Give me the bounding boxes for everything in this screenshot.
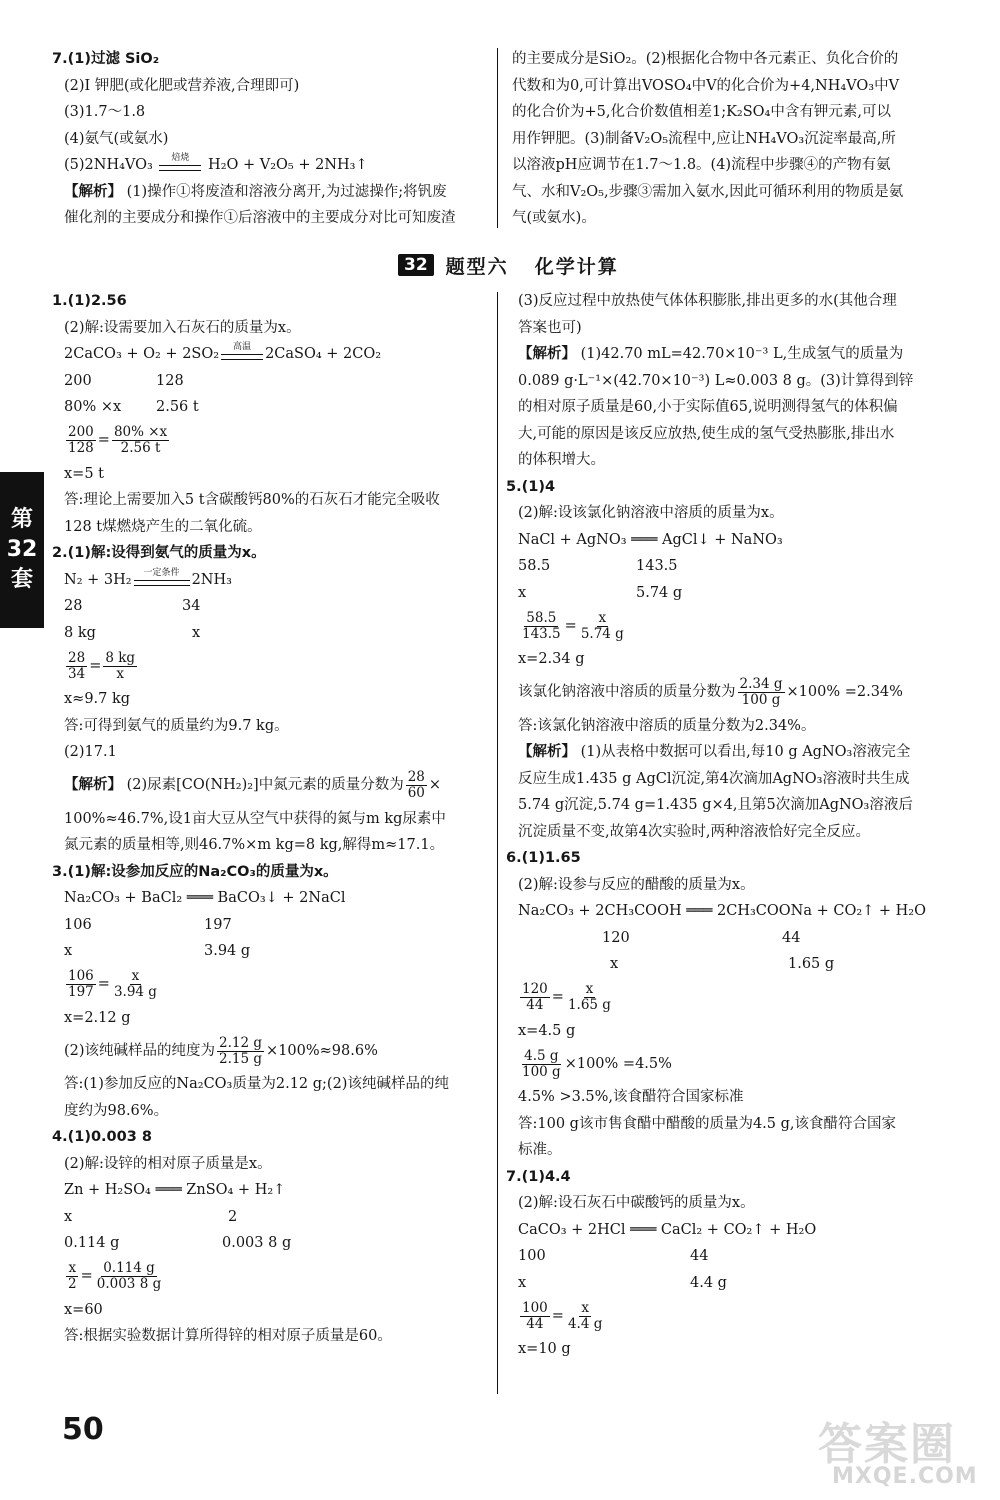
- q6-solution-intro: (2)解:设参与反应的醋酸的质量为x。: [518, 876, 755, 893]
- analysis-7-cont-3: 的化合价为+5,化合价数值相差1;K₂SO₄中含有钾元素,可以: [512, 104, 891, 120]
- q4-equation: Zn + H₂SO₄ ═══ ZnSO₄ + H₂↑: [64, 1182, 286, 1198]
- section-header: [398, 251, 619, 279]
- q6-compare: 4.5% >3.5%,该食醋符合国家标准: [518, 1089, 744, 1105]
- q4-analysis-5: 的体积增大。: [518, 452, 605, 468]
- q5-line: 5.(1)4: [506, 478, 556, 495]
- q7-ratio-row: 100 44: [518, 1248, 709, 1264]
- q4-answer: 答:根据实验数据计算所得锌的相对原子质量是60。: [64, 1328, 392, 1344]
- watermark-logo: 答案圈 MXQE.COM: [818, 1419, 978, 1489]
- section-title: 化学计算: [534, 255, 619, 278]
- q2-result: x≈9.7 kg: [64, 691, 131, 707]
- answer-7-line-4: (4)氨气(或氨水): [64, 130, 169, 147]
- answer-7-line-1: 7.(1)过滤 SiO₂: [52, 51, 160, 67]
- q5-analysis-2: 反应生成1.435 g AgCl沉淀,第4次滴加AgNO₃溶液时共生成: [518, 770, 910, 787]
- q3-line: 3.(1)解:设参加反应的Na₂CO₃的质量为x。: [52, 863, 338, 880]
- right-main-column: [506, 288, 952, 1363]
- q1-answer-2: 128 t煤燃烧产生的二氧化硫。: [64, 518, 262, 535]
- q4-part-3-2: 答案也可): [518, 319, 582, 336]
- top-left-column: [52, 46, 490, 232]
- q4-analysis-3: 的相对原子质量是60,小于实际值65,说明测得氢气的体积偏: [518, 399, 898, 415]
- q2-proportion: $\frac{28}{34}$ = $\frac{8 kg}{x}$: [68, 649, 136, 682]
- main-column-divider: [497, 292, 498, 1394]
- analysis-7-line-1: 【解析】 (1)操作①将废渣和溶液分离开,为过滤操作;将钒废: [64, 183, 447, 200]
- q7-solution-intro: (2)解:设石灰石中碳酸钙的质量为x。: [518, 1195, 755, 1211]
- q4-ratio-row: x 2: [64, 1208, 238, 1225]
- q6-ratio-row: 120 44: [602, 929, 801, 946]
- q2-part-2: (2)17.1: [64, 744, 117, 760]
- q4-part-3-1: (3)反应过程中放热使气体体积膨胀,排出更多的水(其他合理: [518, 293, 897, 309]
- q2-line: 2.(1)解:设得到氨气的质量为x。: [52, 545, 266, 561]
- q5-ratio-row: 58.5 143.5: [518, 558, 678, 574]
- analysis-7-cont-7: 气(或氨水)。: [512, 210, 596, 226]
- q2-equation: N₂ + 3H₂ 一定条件 2NH₃: [64, 567, 232, 588]
- q2-ratio-row: 28 34: [64, 598, 201, 614]
- section-number-badge: 32: [398, 254, 434, 276]
- top-column-divider: [497, 48, 498, 228]
- q4-quantity-row: 0.114 g 0.003 8 g: [64, 1235, 292, 1251]
- analysis-7-cont-4: 用作钾肥。(3)制备V₂O₅流程中,应让NH₄VO₃沉淀率最高,所: [512, 130, 896, 147]
- analysis-7-line-2: 催化剂的主要成分和操作①后溶液中的主要成分对比可知废渣: [64, 210, 456, 226]
- q6-line: 6.(1)1.65: [506, 850, 581, 866]
- analysis-7-cont-5: 以溶液pH应调节在1.7～1.8。(4)流程中步骤④的产物有氨: [512, 157, 891, 173]
- answer-7-line-3: (3)1.7～1.8: [64, 104, 146, 120]
- q4-line: 4.(1)0.003 8: [52, 1129, 152, 1145]
- q1-ratio-row: 200 128: [64, 372, 184, 389]
- q3-result: x=2.12 g: [64, 1009, 131, 1026]
- q3-answer-2: 度约为98.6%。: [64, 1102, 169, 1119]
- q2-analysis-3: 氮元素的质量相等,则46.7%×m kg=8 kg,解得m≈17.1。: [64, 837, 445, 853]
- q2-analysis-2: 100%≈46.7%,设1亩大豆从空气中获得的氮与m kg尿素中: [64, 810, 446, 827]
- q6-answer-2: 标准。: [518, 1142, 562, 1158]
- analysis-7-cont-1: 的主要成分是SiO₂。(2)根据化合物中各元素正、负化合价的: [512, 51, 899, 67]
- q1-quantity-row: 80% ×x 2.56 t: [64, 399, 199, 415]
- q6-equation: Na₂CO₃ + 2CH₃COOH ═══ 2CH₃COONa + CO₂↑ + H₂O: [518, 903, 927, 919]
- q7-proportion: $\frac{100}{44}$ = $\frac{x}{4.4 g}$: [522, 1299, 603, 1332]
- q6-answer-1: 答:100 g该市售食醋中醋酸的质量为4.5 g,该食醋符合国家: [518, 1115, 897, 1132]
- q5-proportion: $\frac{58.5}{143.5}$ = $\frac{x}{5.74 g}$: [522, 609, 624, 642]
- page-number: 50: [62, 1412, 104, 1447]
- q6-result: x=4.5 g: [518, 1022, 576, 1039]
- q3-purity: (2)该纯碱样品的纯度为 $\frac{2.12 g}{2.15 g}$ ×100%≈98.6%: [64, 1034, 378, 1067]
- q7-result: x=10 g: [518, 1341, 571, 1357]
- q6-quantity-row: x 1.65 g: [610, 956, 835, 972]
- q5-analysis-3: 5.74 g沉淀,5.74 g=1.435 g×4,且第5次滴加AgNO₃溶液后: [518, 797, 913, 813]
- q5-analysis-4: 沉淀质量不变,故第4次实验时,两种溶液恰好完全反应。: [518, 823, 870, 840]
- q1-equation: 2CaCO₃ + O₂ + 2SO₂ 高温 2CaSO₄ + 2CO₂: [64, 342, 382, 362]
- q4-solution-intro: (2)解:设锌的相对原子质量是x。: [64, 1155, 272, 1172]
- q2-analysis-1: 【解析】 (2)尿素[CO(NH₂)₂]中氮元素的质量分数为 $\frac{28}{60}$ ×: [64, 769, 442, 801]
- q5-analysis-1: 【解析】 (1)从表格中数据可以看出,每10 g AgNO₃溶液完全: [518, 744, 911, 760]
- q5-solution-intro: (2)解:设该氯化钠溶液中溶质的质量为x。: [518, 505, 784, 521]
- q2-answer: 答:可得到氨气的质量约为9.7 kg。: [64, 717, 289, 734]
- q4-analysis-4: 大,可能的原因是该反应放热,使生成的氢气受热膨胀,排出水: [518, 425, 895, 442]
- q3-ratio-row: 106 197: [64, 916, 232, 933]
- q1-proportion: $\frac{200}{128}$ = $\frac{80\% \times x}{2.56 t}$: [68, 424, 168, 456]
- answer-7-line-2: (2)Ⅰ 钾肥(或化肥或营养液,合理即可): [64, 77, 300, 94]
- q7-quantity-row: x 4.4 g: [518, 1274, 727, 1291]
- q5-equation: NaCl + AgNO₃ ═══ AgCl↓ + NaNO₃: [518, 531, 783, 548]
- q3-quantity-row: x 3.94 g: [64, 943, 251, 959]
- q2-quantity-row: 8 kg x: [64, 624, 201, 641]
- q7-line: 7.(1)4.4: [506, 1168, 571, 1185]
- top-right-column: [512, 46, 952, 232]
- q6-proportion: $\frac{120}{44}$ = $\frac{x}{1.65 g}$: [522, 981, 611, 1013]
- answer-7-line-5: (5)2NH₄VO₃ 焙烧 H₂O + V₂O₅ + 2NH₃↑: [52, 152, 490, 179]
- q3-proportion: $\frac{106}{197}$ = $\frac{x}{3.94 g}$: [68, 968, 157, 1000]
- q5-quantity-row: x 5.74 g: [518, 584, 683, 601]
- q7-equation: CaCO₃ + 2HCl ═══ CaCl₂ + CO₂↑ + H₂O: [518, 1221, 817, 1238]
- q1-answer-1: 答:理论上需要加入5 t含碳酸钙80%的石灰石才能完全吸收: [64, 492, 440, 508]
- reaction-condition: 焙烧: [159, 153, 201, 177]
- q4-proportion: $\frac{x}{2}$ = $\frac{0.114 g}{0.003 8 g}$: [68, 1260, 162, 1292]
- q4-result: x=60: [64, 1301, 103, 1318]
- q6-fraction: $\frac{4.5 g}{100 g}$ ×100% =4.5%: [522, 1047, 672, 1080]
- left-main-column: [52, 288, 492, 1350]
- analysis-7-cont-6: 气、水和V₂O₅,步骤③需加入氨水,因此可循环利用的物质是氨: [512, 183, 904, 200]
- q4-analysis-2: 0.089 g·L⁻¹×(42.70×10⁻³) L≈0.003 8 g。(3)计算得到锌: [518, 372, 914, 389]
- q5-answer: 答:该氯化钠溶液中溶质的质量分数为2.34%。: [518, 717, 816, 734]
- q4-analysis-1: 【解析】 (1)42.70 mL=42.70×10⁻³ L,生成氢气的质量为: [518, 346, 904, 362]
- q1-solution-intro: (2)解:设需要加入石灰石的质量为x。: [64, 319, 301, 336]
- analysis-7-cont-2: 代数和为0,可计算出VOSO₄中V的化合价为+4,NH₄VO₃中V: [512, 77, 900, 94]
- section-type: 题型六: [445, 255, 509, 278]
- q3-equation: Na₂CO₃ + BaCl₂ ═══ BaCO₃↓ + 2NaCl: [64, 890, 346, 906]
- q1-line: 1.(1)2.56: [52, 293, 127, 309]
- q1-result: x=5 t: [64, 465, 104, 482]
- q5-result: x=2.34 g: [518, 651, 585, 667]
- q5-fraction: 该氯化钠溶液中溶质的质量分数为 $\frac{2.34 g}{100 g}$ ×100% =2.34%: [518, 676, 903, 708]
- q3-answer-1: 答:(1)参加反应的Na₂CO₃质量为2.12 g;(2)该纯碱样品的纯: [64, 1076, 449, 1092]
- side-set-tab: 第 32 套: [0, 472, 44, 628]
